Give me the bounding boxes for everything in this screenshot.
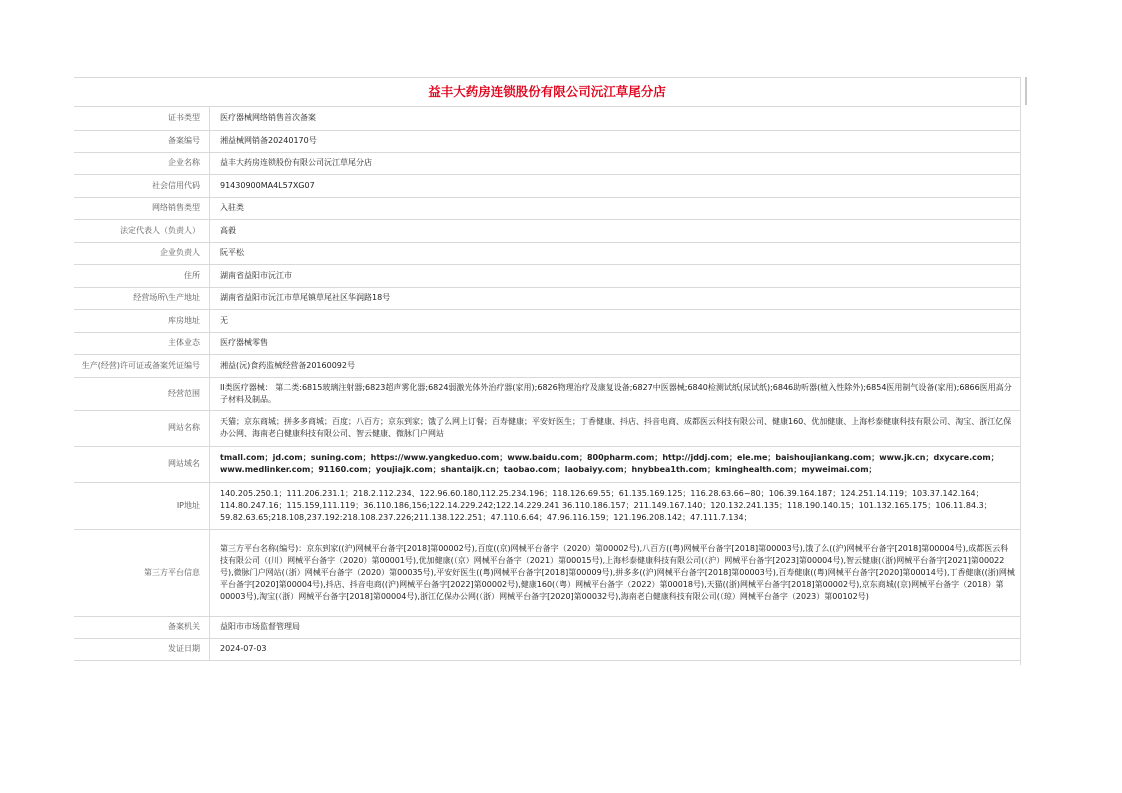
row-value: 第三方平台名称(编号)：京东到家((沪)网械平台备字[2018]第00002号),百度((京)网械平台备字（2020）第00002号),八百方((粤)网械平台备字[2018]第00003号),饿了么((沪)网械平台备字[2018]第00004号),成都医云科技有限公司（(川）网械平台备字（2020）第00001号),优加健康(（京）网械平台备字（2021）第00015号),上海杉泰健康科技有限公司(（沪）网械平台备字[2023]第00004号),智云健康(（浙)网械平台备字[2021]第00022号),微脉门户网站(（浙）网械平台备字（2020）第00035号),平安好医生((粤)网械平台备字[2018]第00009号),拼多多((沪)网械平台备字[2018]第00003号),百寿健康((粤)网械平台备字[2020]第00014号),丁香健康((浙)网械平台备字[2020]第00004号),抖店、抖音电商((沪)网械平台备字[2022]第00002号),健康160(（粤）网械平台备字（2022）第00018号),天猫((浙)网械平台备字[2018]第00002号),京东商城((京)网械平台备字（2018）第00003号),淘宝(（浙）网械平台备字[2018]第00004号),浙江亿保办公网(（浙）网械平台备字[2020]第00032号),海南老白健康科技有限公司(（琼）网械平台备字（2023）第00102号) xyxy=(210,529,1021,616)
row-label: 第三方平台信息 xyxy=(74,529,210,616)
table-row xyxy=(74,377,1020,410)
table-row xyxy=(74,410,1020,446)
row-label: 主体业态 xyxy=(74,332,210,354)
row-label: 法定代表人（负责人） xyxy=(74,219,210,242)
table-row xyxy=(74,482,1020,529)
row-value: 湘益(沅)食药监械经营备20160092号 xyxy=(210,354,1021,377)
row-value: 湘益械网销备20240170号 xyxy=(210,130,1021,152)
row-label: 企业名称 xyxy=(74,152,210,174)
table-row xyxy=(74,174,1020,197)
table-row xyxy=(74,287,1020,309)
row-value: 入驻类 xyxy=(210,197,1021,219)
row-value: 天猫；京东商城；拼多多商城；百度；八百方；京东到家；饿了么网上订餐；百寿健康；平安好医生；丁香健康、抖店、抖音电商、成都医云科技有限公司、健康160、优加健康、上海杉泰健康科技有限公司、淘宝、浙江亿保办公网、海南老白健康科技有限公司、智云健康、微脉门户网站 xyxy=(210,410,1021,446)
row-value: 140.205.250.1；111.206.231.1；218.2.112.234、122.96.60.180,112.25.234.196；118.126.69.55；61.135.169.125；116.28.63.66~80；106.39.164.187；124.251.14.119；103.37.142.164；114.80.247.16；115.159,111.119；36.110.186,156;122.14.229.242;122.14.229.241 36.110.186.157；211.149.167.140；120.132.241.135；118.190.140.15；101.132.165.175；106.11.84.3；59.82.63.65;218.108,237.192:218.108.237.226;211.138.122.251；47.110.6.64；47.96.116.159；121.196.208.142；47.111.7.134； xyxy=(210,482,1021,529)
table-row xyxy=(74,264,1020,287)
row-value: 湖南省益阳市沅江市 xyxy=(210,264,1021,287)
row-label: 住所 xyxy=(74,264,210,287)
row-label: 证书类型 xyxy=(74,107,210,130)
table-row xyxy=(74,242,1020,264)
row-label: 备案机关 xyxy=(74,616,210,638)
row-label: 网络销售类型 xyxy=(74,197,210,219)
row-label: 企业负责人 xyxy=(74,242,210,264)
row-label: 经营场所\生产地址 xyxy=(74,287,210,309)
row-label: 库房地址 xyxy=(74,309,210,332)
table-row xyxy=(74,309,1020,332)
page-title: 益丰大药房连锁股份有限公司沅江草尾分店 xyxy=(74,78,1020,107)
certificate-table xyxy=(74,107,1020,661)
scrollbar-thumb[interactable] xyxy=(1025,77,1027,105)
table-row xyxy=(74,219,1020,242)
certificate-sheet xyxy=(74,77,1020,661)
row-label: 生产(经营)许可证或备案凭证编号 xyxy=(74,354,210,377)
row-label: 网站名称 xyxy=(74,410,210,446)
table-row xyxy=(74,152,1020,174)
row-value: 2024-07-03 xyxy=(210,638,1021,660)
row-label: 社会信用代码 xyxy=(74,174,210,197)
row-value: 医疗器械网络销售首次备案 xyxy=(210,107,1021,130)
table-row xyxy=(74,638,1020,660)
table-row xyxy=(74,529,1020,616)
table-row xyxy=(74,130,1020,152)
row-value: 91430900MA4L57XG07 xyxy=(210,174,1021,197)
row-value: 湖南省益阳市沅江市草尾镇草尾社区华润路18号 xyxy=(210,287,1021,309)
table-row xyxy=(74,107,1020,130)
row-value: 益阳市市场监督管理局 xyxy=(210,616,1021,638)
row-label: IP地址 xyxy=(74,482,210,529)
row-label: 备案编号 xyxy=(74,130,210,152)
row-value: 阮平松 xyxy=(210,242,1021,264)
table-row xyxy=(74,446,1020,482)
row-label: 发证日期 xyxy=(74,638,210,660)
table-row xyxy=(74,197,1020,219)
row-value: II类医疗器械： 第二类:6815玻璃注射器;6823超声雾化器;6824弱激光体外治疗器(家用);6826物理治疗及康复设备;6827中医器械;6840检测试纸(尿试纸);6846助听器(植入性除外);6854医用制气设备(家用);6866医用高分子材料及制品。 xyxy=(210,377,1021,410)
table-row xyxy=(74,332,1020,354)
row-value: 益丰大药房连锁股份有限公司沅江草尾分店 xyxy=(210,152,1021,174)
row-value: tmall.com；jd.com；suning.com；https://www.yangkeduo.com；www.baidu.com；800pharm.com；http://jddj.com；ele.me；baishoujiankang.com；www.jk.cn；dxycare.com；www.medlinker.com；91160.com；youjiajk.com；shantaijk.cn；taobao.com；laobaiyy.com；hnybbea1th.com；kminghealth.com；myweimai.com； xyxy=(210,446,1021,482)
row-value: 医疗器械零售 xyxy=(210,332,1021,354)
row-label: 经营范围 xyxy=(74,377,210,410)
row-label: 网站域名 xyxy=(74,446,210,482)
row-value: 高毅 xyxy=(210,219,1021,242)
table-row xyxy=(74,616,1020,638)
table-row xyxy=(74,354,1020,377)
sheet-right-border xyxy=(1020,77,1021,665)
row-value: 无 xyxy=(210,309,1021,332)
